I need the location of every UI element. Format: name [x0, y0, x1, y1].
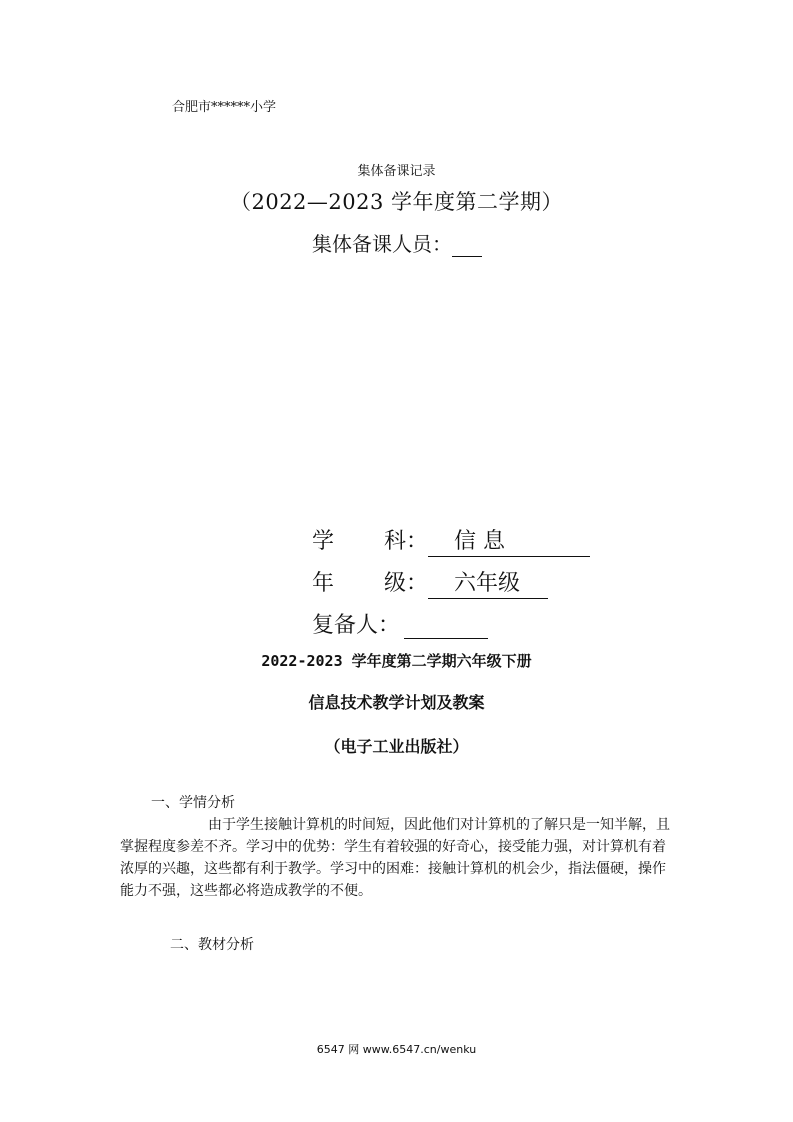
members-line — [312, 228, 482, 257]
grade-field — [312, 566, 548, 599]
grade-value: 六年级 — [428, 570, 548, 599]
subject-label-1: 学 — [312, 529, 335, 554]
section2-heading: 二、教材分析 — [170, 937, 254, 953]
preparer-field — [312, 608, 488, 639]
section1-heading: 一、学情分析 — [151, 795, 235, 811]
section1-paragraph: 由于学生接触计算机的时间短，因此他们对计算机的了解只是一知半解，且掌握程度参差不齐。学习中的优势：学生有着较强的好奇心，接受能力强，对计算机有着浓厚的兴趣，这些都有利于教学。学习中的困难：接触计算机的机会少，指法僵硬，操作能力不强，这些都必将造成教学的不便。 — [120, 817, 670, 899]
subject-value: 信 息 — [428, 528, 590, 557]
subject-field — [312, 524, 590, 557]
term-title: （2022—2023 学年度第二学期） — [229, 190, 564, 214]
grade-label-1: 年 — [312, 571, 335, 596]
footer-watermark: 6547 网 www.6547.cn/wenku — [316, 1043, 477, 1056]
publisher: （电子工业出版社） — [324, 737, 469, 756]
members-label: 集体备课人员： — [312, 232, 452, 256]
members-blank — [452, 234, 482, 257]
plan-title-line1: 2022-2023 学年度第二学期六年级下册 — [261, 652, 532, 670]
subject-label-2: 科： — [384, 529, 429, 554]
plan-title-line2: 信息技术教学计划及教案 — [308, 693, 485, 712]
preparer-blank — [404, 612, 488, 639]
record-title: 集体备课记录 — [357, 164, 436, 179]
grade-label-2: 级： — [384, 571, 429, 596]
school-name: 合肥市******小学 — [172, 100, 277, 115]
preparer-label: 复备人： — [312, 613, 401, 638]
